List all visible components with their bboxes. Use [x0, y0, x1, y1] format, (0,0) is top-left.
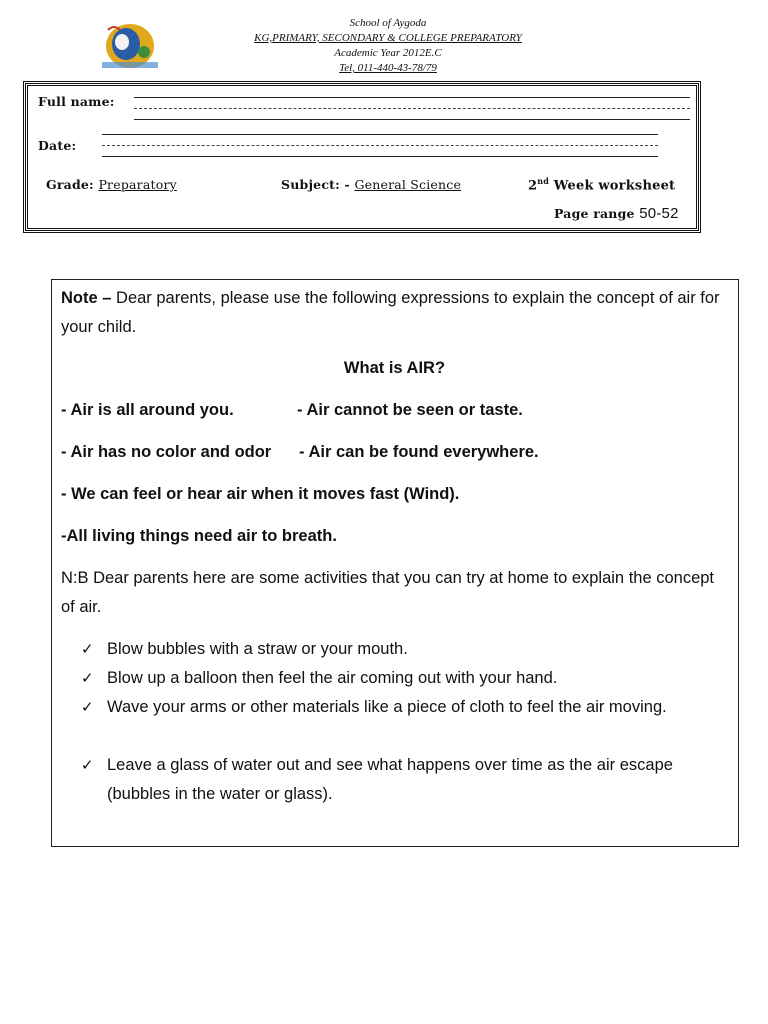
fact-5: - We can feel or hear air when it moves fast (Wind). [61, 485, 460, 503]
school-name: School of Aygoda [349, 17, 427, 29]
check-icon: ✓ [81, 698, 94, 716]
school-header [200, 16, 576, 76]
fact-2: - Air cannot be seen or taste. [297, 401, 523, 419]
date-label: Date: [38, 138, 77, 153]
nb-paragraph: N:B Dear parents here are some activities that you can try at home to explain the concept of air. [61, 569, 715, 616]
fact-6: -All living things need air to breath. [61, 527, 337, 545]
week-suffix: nd [537, 176, 550, 186]
activity-item [81, 693, 721, 722]
page-range [554, 205, 679, 222]
school-levels: KG,PRIMARY, SECONDARY & COLLEGE PREPARATORY [254, 32, 522, 44]
date-field[interactable] [102, 145, 658, 146]
grade-value: Preparatory [98, 177, 177, 192]
activity-text: Blow bubbles with a straw or your mouth. [107, 640, 408, 658]
note-lead: Note – [61, 289, 112, 307]
full-name-line-bottom [134, 119, 690, 120]
check-icon: ✓ [81, 669, 94, 687]
telephone: Tel, 011-440-43-78/79 [339, 62, 437, 74]
academic-year: Academic Year 2012E.C [334, 47, 442, 59]
subject [281, 177, 461, 192]
grade [46, 177, 177, 192]
parent-note-box [51, 279, 739, 847]
week-worksheet [528, 176, 675, 193]
activity-text: Wave your arms or other materials like a piece of cloth to feel the air moving. [107, 698, 667, 716]
subject-value: General Science [354, 177, 462, 192]
page-range-value: 50-52 [639, 205, 679, 222]
date-line-bottom [102, 156, 658, 157]
activity-item [81, 751, 721, 809]
activity-text: Leave a glass of water out and see what happens over time as the air escape (bubbles in the water or glass). [107, 756, 673, 803]
activity-item [81, 635, 721, 664]
fact-row-2 [61, 438, 728, 467]
check-icon: ✓ [81, 756, 94, 774]
school-logo [100, 22, 162, 72]
full-name-label: Full name: [38, 94, 115, 109]
week-number: 2 [528, 178, 538, 194]
note-intro-text: Dear parents, please use the following expressions to explain the concept of air for your child. [61, 289, 720, 336]
full-name-line-top [134, 97, 690, 98]
activity-item [81, 664, 721, 693]
fact-1: - Air is all around you. [61, 401, 234, 419]
student-info-box [23, 81, 701, 233]
full-name-field[interactable] [134, 108, 690, 109]
fact-3: - Air has no color and odor [61, 443, 272, 461]
page-range-label: Page range [554, 206, 635, 221]
fact-row-1 [61, 396, 728, 425]
grade-label: Grade: [46, 177, 94, 192]
week-text: Week worksheet [553, 178, 676, 194]
fact-4: - Air can be found everywhere. [299, 443, 539, 461]
subject-label: Subject: - [281, 177, 350, 192]
activity-text: Blow up a balloon then feel the air coming out with your hand. [107, 669, 558, 687]
note-intro [61, 284, 728, 342]
check-icon: ✓ [81, 640, 94, 658]
what-is-air-heading: What is AIR? [343, 359, 446, 377]
date-line-top [102, 134, 658, 135]
